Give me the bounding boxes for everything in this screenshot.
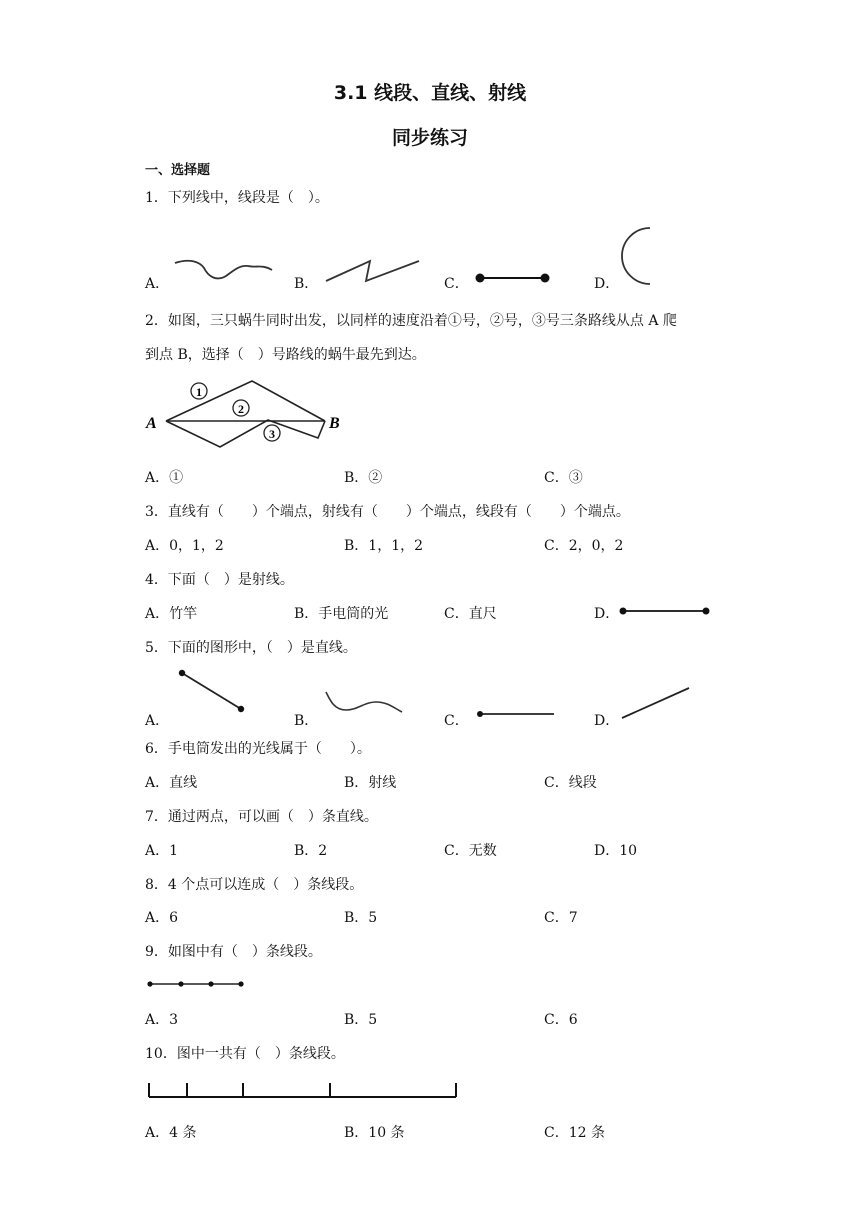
q9-option-b: B．5 <box>344 1012 378 1028</box>
route-3-number: 3 <box>269 427 275 441</box>
q7-option-d: D．10 <box>594 843 638 859</box>
question-9: 9．如图中有（ ）条线段。 <box>145 944 322 960</box>
q7-option-a: A．1 <box>145 843 179 859</box>
q3-option-c: C．2，0，2 <box>544 538 624 554</box>
q5-option-b: B． <box>294 713 319 729</box>
q6-option-c: C．线段 <box>544 775 597 791</box>
q8-option-b: B．5 <box>344 910 378 926</box>
page-title: 3.1 线段、直线、射线 <box>333 82 527 104</box>
q10-option-a: A．4 条 <box>145 1125 197 1141</box>
q6-option-a: A．直线 <box>145 775 198 791</box>
question-4: 4．下面（ ）是射线。 <box>145 572 294 588</box>
question-3: 3．直线有（ ）个端点，射线有（ ）个端点，线段有（ ）个端点。 <box>145 504 630 520</box>
q9-option-c: C．6 <box>544 1012 578 1028</box>
q5-option-c: C． <box>444 713 469 729</box>
point-b-label: B <box>329 415 340 432</box>
q1-option-d: D． <box>594 276 620 292</box>
question-5: 5．下面的图形中，（ ）是直线。 <box>145 640 357 656</box>
route-2-number: 2 <box>238 402 244 416</box>
q4-option-c: C．直尺 <box>444 606 497 622</box>
q8-option-c: C．7 <box>544 910 578 926</box>
q7-option-b: B．2 <box>294 843 328 859</box>
q3-option-b: B．1，1，2 <box>344 538 424 554</box>
q5-option-a: A． <box>145 713 170 729</box>
q4-option-a: A．竹竿 <box>145 606 198 622</box>
q2-option-c: C．③ <box>544 470 583 486</box>
q2-option-b: B．② <box>344 470 383 486</box>
q10-option-c: C．12 条 <box>544 1125 605 1141</box>
q1-option-c: C． <box>444 276 469 292</box>
q1-option-a: A． <box>145 276 170 292</box>
route-1-number: 1 <box>196 385 202 399</box>
page-subtitle: 同步练习 <box>391 127 468 149</box>
q4-option-d: D． <box>594 606 620 622</box>
question-2-line-2: 到点 B，选择（ ）号路线的蜗牛最先到达。 <box>145 347 426 363</box>
section-heading: 一、选择题 <box>145 163 211 178</box>
q5-option-d: D． <box>594 713 620 729</box>
q6-option-b: B．射线 <box>344 775 397 791</box>
q2-option-a: A．① <box>145 470 184 486</box>
q1-option-b: B． <box>294 276 319 292</box>
q7-option-c: C．无数 <box>444 843 497 859</box>
q3-option-a: A．0，1，2 <box>145 538 224 554</box>
point-a-label: A <box>146 415 157 432</box>
question-8: 8．4 个点可以连成（ ）条线段。 <box>145 877 364 893</box>
q10-option-b: B．10 条 <box>344 1125 405 1141</box>
question-1: 1．下列线中，线段是（ ）。 <box>145 190 329 206</box>
question-6: 6．手电筒发出的光线属于（ ）。 <box>145 741 371 757</box>
q4-option-b: B．手电筒的光 <box>294 606 389 622</box>
question-2-line-1: 2．如图，三只蜗牛同时出发，以同样的速度沿着①号，②号，③号三条路线从点 A 爬 <box>145 313 677 329</box>
question-7: 7．通过两点，可以画（ ）条直线。 <box>145 809 378 825</box>
question-10: 10．图中一共有（ ）条线段。 <box>145 1046 345 1062</box>
q8-option-a: A．6 <box>145 910 179 926</box>
q9-option-a: A．3 <box>145 1012 179 1028</box>
